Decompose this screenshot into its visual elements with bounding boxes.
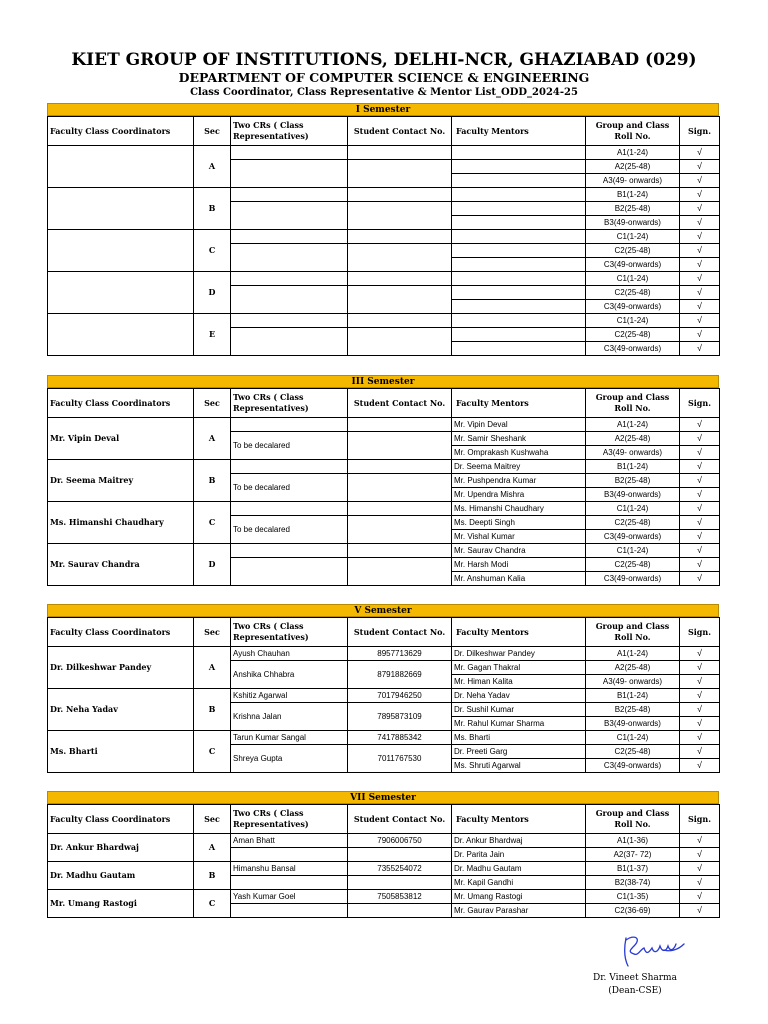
column-header: Faculty Mentors [452, 117, 586, 146]
semester-block [47, 375, 719, 586]
table-row [48, 418, 720, 432]
contact-cell: 7011767530 [348, 745, 452, 773]
sign-cell: √ [680, 174, 720, 188]
cr-cell: To be decalared [231, 432, 348, 460]
roll-cell: A1(1-36) [586, 834, 680, 848]
cr-cell [231, 146, 348, 160]
coordinator-cell: Mr. Umang Rastogi [48, 890, 194, 918]
mentor-cell: Mr. Harsh Modi [452, 558, 586, 572]
section-cell: B [194, 689, 231, 731]
mentor-cell: Dr. Madhu Gautam [452, 862, 586, 876]
contact-cell [348, 460, 452, 474]
cr-cell [231, 418, 348, 432]
section-cell: A [194, 834, 231, 862]
roll-cell: A2(37- 72) [586, 848, 680, 862]
roll-cell: A2(25-48) [586, 160, 680, 174]
document-subtitle: Class Coordinator, Class Representative & Mentor List_ODD_2024-25 [190, 87, 578, 98]
column-header: Sign. [680, 805, 720, 834]
column-header: Faculty Mentors [452, 389, 586, 418]
table-row [48, 689, 720, 703]
contact-cell [348, 272, 452, 286]
semester-title: V Semester [47, 604, 719, 617]
mentor-cell [452, 230, 586, 244]
signatory-name: Dr. Vineet Sharma [593, 973, 677, 983]
roll-cell: C3(49-onwards) [586, 300, 680, 314]
mentor-cell: Dr. Dilkeshwar Pandey [452, 647, 586, 661]
roll-cell: C3(49-onwards) [586, 258, 680, 272]
contact-cell [348, 202, 452, 230]
column-header: Student Contact No. [348, 117, 452, 146]
sign-cell: √ [680, 661, 720, 675]
sign-cell: √ [680, 342, 720, 356]
column-header: Sec [194, 618, 231, 647]
table-row [48, 230, 720, 244]
sign-cell: √ [680, 689, 720, 703]
cr-cell: To be decalared [231, 516, 348, 544]
coordinator-cell [48, 314, 194, 356]
section-cell: D [194, 272, 231, 314]
roll-cell: C1(1-24) [586, 314, 680, 328]
mentor-cell: Mr. Gaurav Parashar [452, 904, 586, 918]
cr-cell [231, 230, 348, 244]
mentor-cell: Mr. Vipin Deval [452, 418, 586, 432]
mentor-cell [452, 300, 586, 314]
coordinator-cell: Mr. Saurav Chandra [48, 544, 194, 586]
mentor-cell: Ms. Deepti Singh [452, 516, 586, 530]
contact-cell: 8957713629 [348, 647, 452, 661]
cr-cell [231, 328, 348, 356]
roll-cell: B3(49-onwards) [586, 717, 680, 731]
mentor-cell [452, 216, 586, 230]
mentor-cell [452, 174, 586, 188]
cr-cell: Himanshu Bansal [231, 862, 348, 876]
column-header: Faculty Class Coordinators [48, 805, 194, 834]
semester-table [47, 116, 720, 356]
sign-cell: √ [680, 530, 720, 544]
cr-cell: Ayush Chauhan [231, 647, 348, 661]
semester-table [47, 804, 720, 918]
contact-cell [348, 328, 452, 356]
mentor-cell: Dr. Seema Maitrey [452, 460, 586, 474]
table-row [48, 544, 720, 558]
cr-cell [231, 502, 348, 516]
semester-block [47, 103, 719, 356]
mentor-cell [452, 146, 586, 160]
mentor-cell [452, 286, 586, 300]
sign-cell: √ [680, 703, 720, 717]
sign-cell: √ [680, 647, 720, 661]
roll-cell: C3(49-onwards) [586, 530, 680, 544]
roll-cell: C1(1-35) [586, 890, 680, 904]
roll-cell: A3(49- onwards) [586, 675, 680, 689]
mentor-cell: Dr. Neha Yadav [452, 689, 586, 703]
header-row [48, 805, 720, 834]
mentor-cell [452, 314, 586, 328]
mentor-cell: Mr. Pushpendra Kumar [452, 474, 586, 488]
header-row [48, 389, 720, 418]
column-header: Student Contact No. [348, 805, 452, 834]
sign-cell: √ [680, 160, 720, 174]
semester-title: VII Semester [47, 791, 719, 804]
column-header: Faculty Class Coordinators [48, 618, 194, 647]
semester-block [47, 791, 719, 918]
semester-title: III Semester [47, 375, 719, 388]
cr-cell [231, 272, 348, 286]
sign-cell: √ [680, 446, 720, 460]
sign-cell: √ [680, 300, 720, 314]
sign-cell: √ [680, 834, 720, 848]
mentor-cell: Mr. Saurav Chandra [452, 544, 586, 558]
sign-cell: √ [680, 558, 720, 572]
cr-cell: Tarun Kumar Sangal [231, 731, 348, 745]
sign-cell: √ [680, 862, 720, 876]
mentor-cell: Ms. Bharti [452, 731, 586, 745]
roll-cell: B1(1-37) [586, 862, 680, 876]
institution-title: KIET GROUP OF INSTITUTIONS, DELHI-NCR, GHAZIABAD (029) [71, 50, 697, 70]
table-row [48, 731, 720, 745]
coordinator-cell: Dr. Seema Maitrey [48, 460, 194, 502]
semester-table [47, 388, 720, 586]
mentor-cell: Dr. Parita Jain [452, 848, 586, 862]
column-header: Two CRs ( Class Representatives) [231, 618, 348, 647]
contact-cell [348, 188, 452, 202]
sign-cell: √ [680, 216, 720, 230]
roll-cell: C1(1-24) [586, 731, 680, 745]
contact-cell [348, 244, 452, 272]
cr-cell [231, 314, 348, 328]
roll-cell: B2(25-48) [586, 474, 680, 488]
roll-cell: A1(1-24) [586, 418, 680, 432]
semester-table [47, 617, 720, 773]
roll-cell: C2(25-48) [586, 286, 680, 300]
contact-cell [348, 876, 452, 890]
contact-cell [348, 418, 452, 432]
mentor-cell [452, 160, 586, 174]
cr-cell [231, 544, 348, 558]
mentor-cell: Mr. Umang Rastogi [452, 890, 586, 904]
table-row [48, 460, 720, 474]
mentor-cell [452, 342, 586, 356]
column-header: Sec [194, 389, 231, 418]
section-cell: A [194, 418, 231, 460]
table-row [48, 647, 720, 661]
mentor-cell [452, 258, 586, 272]
signatory-designation: (Dean-CSE) [608, 986, 662, 996]
roll-cell: B2(38-74) [586, 876, 680, 890]
contact-cell: 7017946250 [348, 689, 452, 703]
roll-cell: A3(49- onwards) [586, 174, 680, 188]
cr-cell [231, 202, 348, 230]
mentor-cell: Mr. Gagan Thakral [452, 661, 586, 675]
sign-cell: √ [680, 745, 720, 759]
sign-cell: √ [680, 572, 720, 586]
sign-cell: √ [680, 848, 720, 862]
cr-cell: Krishna Jalan [231, 703, 348, 731]
column-header: Group and Class Roll No. [586, 618, 680, 647]
contact-cell: 7906006750 [348, 834, 452, 848]
signatory [560, 972, 710, 998]
section-cell: B [194, 460, 231, 502]
sign-cell: √ [680, 286, 720, 300]
mentor-cell: Mr. Samir Sheshank [452, 432, 586, 446]
mentor-cell: Ms. Himanshi Chaudhary [452, 502, 586, 516]
sign-cell: √ [680, 516, 720, 530]
column-header: Two CRs ( Class Representatives) [231, 389, 348, 418]
table-row [48, 188, 720, 202]
coordinator-cell: Mr. Vipin Deval [48, 418, 194, 460]
coordinator-cell: Ms. Bharti [48, 731, 194, 773]
table-row [48, 862, 720, 876]
sign-cell: √ [680, 488, 720, 502]
sign-cell: √ [680, 328, 720, 342]
section-cell: C [194, 230, 231, 272]
contact-cell [348, 474, 452, 502]
column-header: Sign. [680, 389, 720, 418]
sign-cell: √ [680, 244, 720, 258]
sign-cell: √ [680, 890, 720, 904]
roll-cell: C1(1-24) [586, 502, 680, 516]
column-header: Faculty Mentors [452, 805, 586, 834]
mentor-cell: Mr. Anshuman Kalia [452, 572, 586, 586]
cr-cell: Kshitiz Agarwal [231, 689, 348, 703]
column-header: Sec [194, 805, 231, 834]
roll-cell: C2(36-69) [586, 904, 680, 918]
roll-cell: C2(25-48) [586, 328, 680, 342]
sign-cell: √ [680, 460, 720, 474]
column-header: Group and Class Roll No. [586, 805, 680, 834]
cr-cell [231, 876, 348, 890]
roll-cell: C1(1-24) [586, 230, 680, 244]
roll-cell: A2(25-48) [586, 661, 680, 675]
contact-cell [348, 904, 452, 918]
roll-cell: B1(1-24) [586, 460, 680, 474]
sign-cell: √ [680, 258, 720, 272]
contact-cell [348, 286, 452, 314]
cr-cell: Yash Kumar Goel [231, 890, 348, 904]
roll-cell: A1(1-24) [586, 146, 680, 160]
contact-cell [348, 558, 452, 586]
semester-block [47, 604, 719, 773]
cr-cell: Shreya Gupta [231, 745, 348, 773]
mentor-cell: Mr. Kapil Gandhi [452, 876, 586, 890]
table-row [48, 314, 720, 328]
column-header: Faculty Class Coordinators [48, 117, 194, 146]
header-row [48, 618, 720, 647]
roll-cell: C1(1-24) [586, 272, 680, 286]
mentor-cell: Mr. Omprakash Kushwaha [452, 446, 586, 460]
column-header: Group and Class Roll No. [586, 389, 680, 418]
contact-cell: 7505853812 [348, 890, 452, 904]
sign-cell: √ [680, 202, 720, 216]
roll-cell: C3(49-onwards) [586, 759, 680, 773]
section-cell: E [194, 314, 231, 356]
column-header: Two CRs ( Class Representatives) [231, 805, 348, 834]
sign-cell: √ [680, 418, 720, 432]
table-row [48, 890, 720, 904]
coordinator-cell: Dr. Neha Yadav [48, 689, 194, 731]
contact-cell [348, 516, 452, 544]
mentor-cell [452, 188, 586, 202]
cr-cell [231, 460, 348, 474]
roll-cell: B1(1-24) [586, 689, 680, 703]
roll-cell: A3(49- onwards) [586, 446, 680, 460]
coordinator-cell [48, 188, 194, 230]
section-cell: D [194, 544, 231, 586]
cr-cell: Anshika Chhabra [231, 661, 348, 689]
coordinator-cell [48, 146, 194, 188]
mentor-cell: Dr. Preeti Garg [452, 745, 586, 759]
column-header: Group and Class Roll No. [586, 117, 680, 146]
column-header: Faculty Mentors [452, 618, 586, 647]
coordinator-cell: Dr. Ankur Bhardwaj [48, 834, 194, 862]
column-header: Student Contact No. [348, 389, 452, 418]
sign-cell: √ [680, 544, 720, 558]
contact-cell: 8791882669 [348, 661, 452, 689]
cr-cell [231, 286, 348, 314]
contact-cell [348, 848, 452, 862]
table-row [48, 502, 720, 516]
signature-mark [620, 930, 690, 972]
mentor-cell: Mr. Rahul Kumar Sharma [452, 717, 586, 731]
mentor-cell: Dr. Sushil Kumar [452, 703, 586, 717]
cr-cell: To be decalared [231, 474, 348, 502]
roll-cell: C3(49-onwards) [586, 572, 680, 586]
roll-cell: C2(25-48) [586, 244, 680, 258]
table-row [48, 146, 720, 160]
roll-cell: C1(1-24) [586, 544, 680, 558]
mentor-cell [452, 328, 586, 342]
cr-cell [231, 188, 348, 202]
coordinator-cell: Ms. Himanshi Chaudhary [48, 502, 194, 544]
roll-cell: B2(25-48) [586, 703, 680, 717]
roll-cell: B1(1-24) [586, 188, 680, 202]
coordinator-cell [48, 272, 194, 314]
coordinator-cell [48, 230, 194, 272]
section-cell: C [194, 731, 231, 773]
contact-cell [348, 544, 452, 558]
contact-cell [348, 502, 452, 516]
cr-cell [231, 160, 348, 188]
contact-cell [348, 160, 452, 188]
column-header: Sign. [680, 117, 720, 146]
sign-cell: √ [680, 314, 720, 328]
coordinator-cell: Dr. Dilkeshwar Pandey [48, 647, 194, 689]
contact-cell: 7417885342 [348, 731, 452, 745]
cr-cell [231, 904, 348, 918]
sign-cell: √ [680, 502, 720, 516]
sign-cell: √ [680, 904, 720, 918]
mentor-cell [452, 272, 586, 286]
column-header: Sec [194, 117, 231, 146]
cr-cell [231, 244, 348, 272]
cr-cell [231, 558, 348, 586]
sign-cell: √ [680, 675, 720, 689]
roll-cell: A2(25-48) [586, 432, 680, 446]
section-cell: B [194, 862, 231, 890]
roll-cell: C2(25-48) [586, 516, 680, 530]
sign-cell: √ [680, 146, 720, 160]
mentor-cell: Dr. Ankur Bhardwaj [452, 834, 586, 848]
section-cell: C [194, 502, 231, 544]
contact-cell [348, 432, 452, 460]
section-cell: C [194, 890, 231, 918]
contact-cell: 7895873109 [348, 703, 452, 731]
sign-cell: √ [680, 474, 720, 488]
sign-cell: √ [680, 272, 720, 286]
mentor-cell: Ms. Shruti Agarwal [452, 759, 586, 773]
coordinator-cell: Dr. Madhu Gautam [48, 862, 194, 890]
table-row [48, 834, 720, 848]
mentor-cell [452, 244, 586, 258]
column-header: Sign. [680, 618, 720, 647]
mentor-cell: Mr. Vishal Kumar [452, 530, 586, 544]
sign-cell: √ [680, 731, 720, 745]
column-header: Faculty Class Coordinators [48, 389, 194, 418]
roll-cell: C3(49-onwards) [586, 342, 680, 356]
header-row [48, 117, 720, 146]
roll-cell: C2(25-48) [586, 745, 680, 759]
roll-cell: B3(49-onwards) [586, 488, 680, 502]
sign-cell: √ [680, 230, 720, 244]
section-cell: B [194, 188, 231, 230]
sign-cell: √ [680, 432, 720, 446]
mentor-cell: Mr. Himan Kalita [452, 675, 586, 689]
department-title: DEPARTMENT OF COMPUTER SCIENCE & ENGINEERING [178, 70, 590, 85]
column-header: Student Contact No. [348, 618, 452, 647]
roll-cell: B2(25-48) [586, 202, 680, 216]
contact-cell [348, 146, 452, 160]
contact-cell [348, 314, 452, 328]
sign-cell: √ [680, 188, 720, 202]
contact-cell [348, 230, 452, 244]
roll-cell: A1(1-24) [586, 647, 680, 661]
column-header: Two CRs ( Class Representatives) [231, 117, 348, 146]
sign-cell: √ [680, 717, 720, 731]
sign-cell: √ [680, 759, 720, 773]
cr-cell: Aman Bhatt [231, 834, 348, 848]
section-cell: A [194, 146, 231, 188]
section-cell: A [194, 647, 231, 689]
contact-cell: 7355254072 [348, 862, 452, 876]
table-row [48, 272, 720, 286]
mentor-cell [452, 202, 586, 216]
cr-cell [231, 848, 348, 862]
sign-cell: √ [680, 876, 720, 890]
roll-cell: C2(25-48) [586, 558, 680, 572]
roll-cell: B3(49-onwards) [586, 216, 680, 230]
semester-title: I Semester [47, 103, 719, 116]
mentor-cell: Mr. Upendra Mishra [452, 488, 586, 502]
